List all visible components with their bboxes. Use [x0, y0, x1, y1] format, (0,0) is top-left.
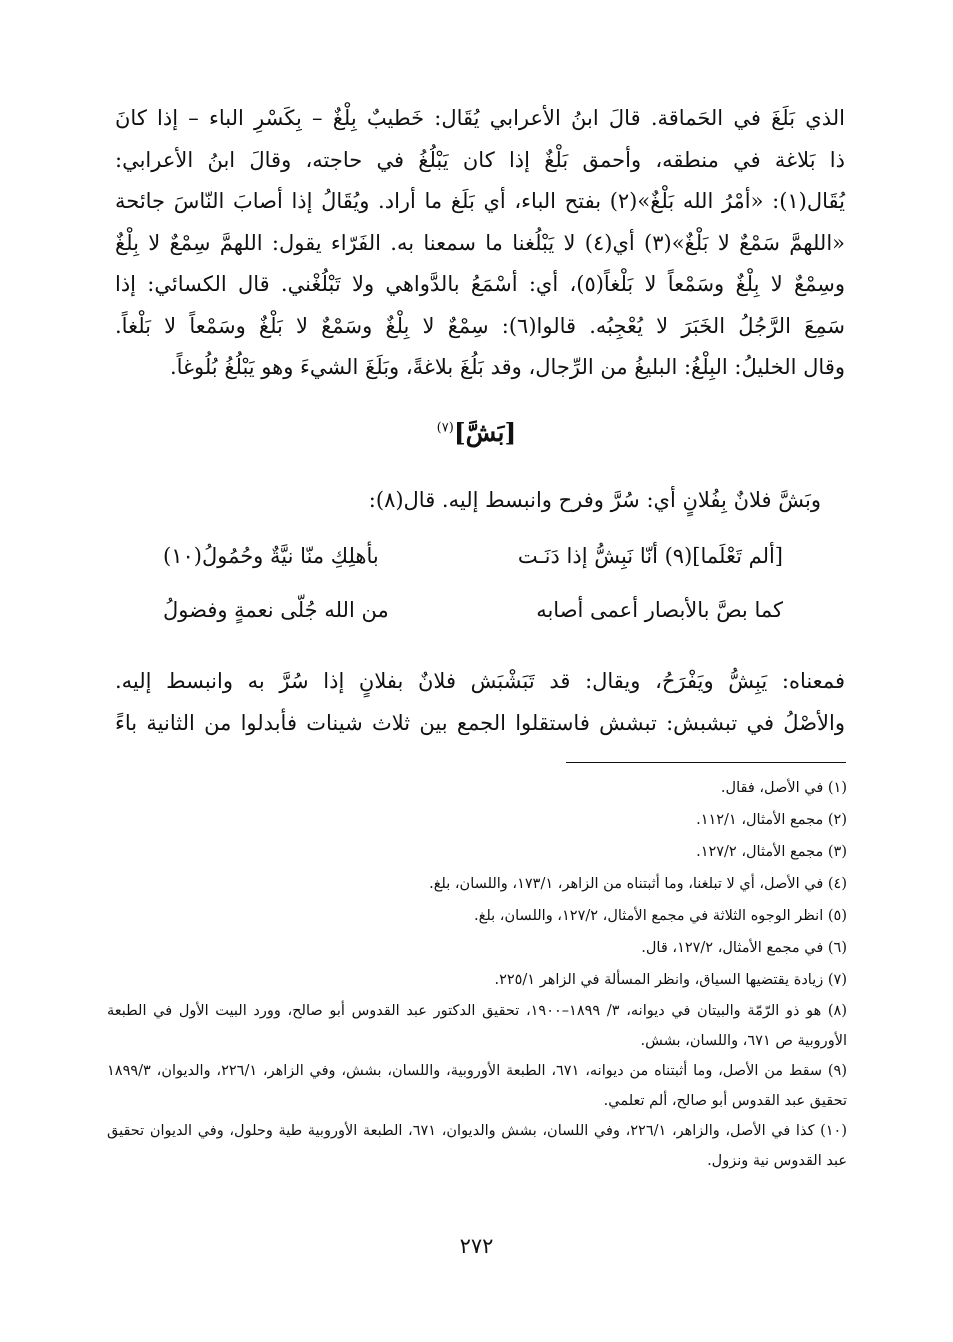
footnote: (٦) في مجمع الأمثال، ١٢٧/٢، قال.	[641, 940, 847, 956]
verse-second-hemistich: من الله جُلّى نعمةٍ وفضولُ	[163, 598, 389, 622]
text-line: وقال الخليلُ: البِلْغُ: البليغُ من الرِّجال، وقد بَلُغَ بلاغةً، وبَلَغَ الشيءَ وهو يَبْلُغُ بُلُوغاً.	[169, 355, 845, 379]
entry-intro	[115, 480, 821, 520]
entry-heading	[0, 418, 953, 447]
verse-first-hemistich: [ألم تَعْلَما](٩) أنّا نَبِشُّ إذا دَنَـت	[517, 544, 783, 568]
entry-explanation	[115, 660, 845, 744]
text-line: الذي بَلَغَ في الحَماقة. قالَ ابنُ الأعرابي يُقَال: خَطيبٌ بِلْغٌ – بِكَسْرِ الباء – إذا كانَ	[115, 106, 845, 130]
verse-line	[163, 544, 783, 580]
text-line: وسِمْعٌ لا بِلْغٌ وسَمْعاً لا بَلْغاً(٥)، أي: أسْمَعُ بالدَّواهي ولا تَبْلُغْني. قال الكسائي: إذا	[115, 272, 845, 296]
footnote: (٩) سقط من الأصل، وما أثبتناه من ديوانه، ٦٧١، الطبعة الأوروبية، واللسان، بشش، وفي الزاهر، ٢٢٦/١، والديوان، ١٨٩٩/٣ تحقيق عبد القدوس أبو صالح، ألم تعلمي.	[107, 1063, 848, 1109]
heading-note-ref: (٧)	[436, 420, 454, 436]
heading-word: [بَشَّ]	[453, 418, 517, 447]
footnote: (٢) مجمع الأمثال، ١١٢/١.	[696, 812, 847, 828]
main-text	[115, 98, 845, 389]
verse-first-hemistich: كما بصَّ بالأبصار أعمى أصابه	[536, 598, 783, 622]
footnote: (٨) هو ذو الرّمّة والبيتان في ديوانه، ٣/ ١٨٩٩–١٩٠٠، تحقيق الدكتور عبد القدوس أبو صالح، وورد البيت الأول في الطبعة الأوروبية ص ٦٧١، واللسان، بشش.	[107, 1003, 848, 1049]
text-line: ذا بَلاغة في منطقه، وأحمق بَلْغٌ إذا كان يَبْلُغُ في حاجته، وقالَ ابنُ الأعرابي:	[115, 147, 845, 172]
footnote: (٤) في الأصل، أي لا تبلغنا، وما أثبتناه من الزاهر، ١٧٣/١، واللسان، بلغ.	[429, 876, 847, 892]
footnote: (٧) زيادة يقتضيها السياق، وانظر المسألة في الزاهر ٢٢٥/١.	[494, 972, 847, 988]
text-line: فمعناه: يَبِشُّ ويَفْرَحُ، ويقال: قد تَبَشْبَش فلانٌ بفلانٍ إذا سُرَّ به وانبسط إليه.	[115, 669, 845, 693]
footnote: (١) في الأصل، فقال.	[720, 780, 847, 796]
text-line: «اللهمَّ سَمْعٌ لا بَلْغٌ»(٣) أي(٤) لا يَبْلُغنا ما سمعنا به. الفَرّاء يقول: اللهمَّ سِمْعٌ لا بِلْغٌ	[115, 230, 846, 255]
footnote: (٥) انظر الوجوه الثلاثة في مجمع الأمثال، ١٢٧/٢، واللسان، بلغ.	[474, 908, 847, 924]
footnotes	[107, 772, 847, 1176]
text-line: وبَشَّ فلانٌ بِفُلانٍ أي: سُرَّ وفرح وانبسط إليه. قال(٨):	[368, 488, 821, 512]
text-line: والأصْلُ في تبشبش: تبشش فاستقلوا الجمع بين ثلاث شينات فأبدلوا من الثانية باءً	[115, 711, 845, 735]
page-number: ٢٧٢	[459, 1234, 494, 1258]
text-line: يُقَال(١): «أمْرُ الله بَلْغٌ»(٢) بفتح الباء، أي بَلَغ ما أراد. ويُقَالُ إذا أصابَ النّاسَ جائحة	[115, 189, 845, 213]
text-line: سَمِعَ الرَّجُلُ الخَبَرَ لا يُعْجِبُه. قالوا(٦): سِمْعٌ لا بِلْغٌ وسَمْعٌ لا بَلْغٌ وسَمْعاً لا بَلْغاً.	[115, 313, 845, 338]
footnote: (٣) مجمع الأمثال، ١٢٧/٢.	[696, 844, 847, 860]
footnote-separator	[566, 762, 846, 763]
verse-second-hemistich: بأهلِكِ منّا نيَّةٌ وحُمُولُ(١٠)	[163, 544, 379, 568]
verse-line	[163, 598, 783, 634]
footnote: (١٠) كذا في الأصل، والزاهر، ٢٢٦/١، وفي اللسان، بشش والديوان، ٦٧١، الطبعة الأوروبية طية وحلول، وفي الديوان تحقيق عبد القدوس نية ونزول.	[107, 1123, 848, 1169]
